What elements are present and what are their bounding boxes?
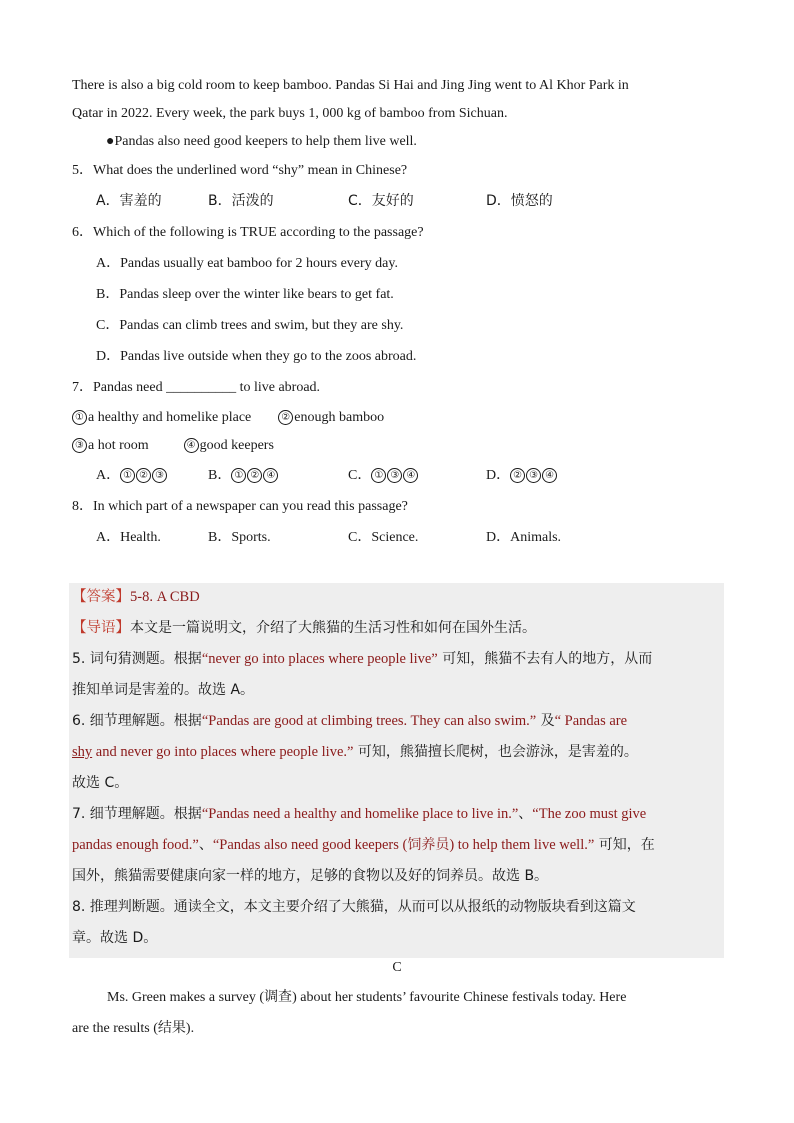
q8-option-b[interactable]: B．Sports.	[208, 530, 271, 545]
question-7-stem: 7．Pandas need __________ to live abroad.	[72, 380, 321, 395]
q8-option-a[interactable]: A．Health.	[96, 530, 161, 545]
q5-option-a[interactable]: A．害羞的	[96, 193, 162, 209]
guide-line	[72, 618, 536, 638]
passage-line-1: There is also a big cold room to keep bamboo. Pandas Si Hai and Jing Jing went to Al Khor Park in	[72, 78, 629, 93]
passage-line-2: Qatar in 2022. Every week, the park buys 1, 000 kg of bamboo from Sichuan.	[72, 106, 508, 121]
explain-8-line-1: 8. 推理判断题。通读全文，本文主要介绍了大熊猫，从而可以从报纸的动物版块看到这篇文	[72, 899, 636, 915]
explain-7-line-3: 国外，熊猫需要健康向家一样的地方，足够的食物以及好的饲养员。故选 B。	[72, 868, 549, 884]
circled-number: ④	[184, 438, 199, 453]
answer-value: 5-8. A CBD	[130, 589, 200, 605]
q5-option-c[interactable]: C．友好的	[348, 193, 414, 209]
section-c-line-1: Ms. Green makes a survey (调查) about her students’ favourite Chinese festivals today. Here	[107, 989, 627, 1005]
q7-option-a[interactable]: A． ① ② ③	[96, 466, 168, 486]
q6-option-b[interactable]: B．Pandas sleep over the winter like bears to get fat.	[96, 287, 394, 302]
explain-6-line-2: shy and never go into places where people live.” 可知，熊猫擅长爬树，也会游泳，是害羞的。	[72, 744, 638, 760]
explain-5-line-1: 5. 词句猜测题。根据“never go into places where people live” 可知，熊猫不去有人的地方，从而	[72, 651, 653, 667]
explain-6-line-1: 6. 细节理解题。根据“Pandas are good at climbing trees. They can also swim.” 及“ Pandas are	[72, 713, 628, 729]
q7-option-b[interactable]: B． ① ② ④	[208, 466, 279, 486]
q7-items-row-1	[72, 408, 384, 428]
passage-line-3: ●Pandas also need good keepers to help them live well.	[106, 134, 417, 149]
circled-number: ②	[278, 410, 293, 425]
explain-7-line-1: 7. 细节理解题。根据“Pandas need a healthy and homelike place to live in.”、“The zoo must give	[72, 806, 647, 822]
question-8-stem: 8．In which part of a newspaper can you read this passage?	[72, 499, 408, 514]
guide-text: 本文是一篇说明文，介绍了大熊猫的生活习性和如何在国外生活。	[130, 620, 536, 636]
q7-option-d[interactable]: D． ② ③ ④	[486, 466, 558, 486]
q8-option-c[interactable]: C．Science.	[348, 530, 419, 545]
q7-item-3: a hot room	[88, 438, 149, 453]
explain-7-line-2: pandas enough food.”、“Pandas also need good keepers (饲养员) to help them live well.” 可知，在	[72, 837, 655, 853]
question-6-stem: 6．Which of the following is TRUE according to the passage?	[72, 225, 424, 240]
explain-6-line-3: 故选 C。	[72, 775, 129, 791]
section-heading: C	[392, 960, 402, 975]
q6-option-d[interactable]: D．Pandas live outside when they go to the zoos abroad.	[96, 349, 417, 364]
answer-line	[72, 587, 200, 607]
explain-8-line-2: 章。故选 D。	[72, 930, 158, 946]
q7-option-c[interactable]: C． ① ③ ④	[348, 466, 419, 486]
q7-items-row-2	[72, 436, 274, 456]
q7-item-2: enough bamboo	[294, 410, 385, 425]
underlined-word-shy: shy	[72, 744, 93, 760]
question-5-stem: 5．What does the underlined word “shy” mean in Chinese?	[72, 163, 408, 178]
q6-option-a[interactable]: A．Pandas usually eat bamboo for 2 hours every day.	[96, 256, 398, 271]
circled-number: ③	[72, 438, 87, 453]
q6-option-c[interactable]: C．Pandas can climb trees and swim, but they are shy.	[96, 318, 404, 333]
explain-5-line-2: 推知单词是害羞的。故选 A。	[72, 682, 255, 698]
q8-option-d[interactable]: D．Animals.	[486, 530, 562, 545]
section-c-line-2: are the results (结果).	[72, 1020, 195, 1036]
circled-number: ①	[72, 410, 87, 425]
q7-item-1: a healthy and homelike place	[88, 410, 252, 425]
answer-label: 【答案】	[72, 589, 130, 605]
q5-option-b[interactable]: B．活泼的	[208, 193, 274, 209]
guide-label: 【导语】	[72, 620, 130, 636]
q7-item-4: good keepers	[199, 438, 274, 453]
q5-option-d[interactable]: D．愤怒的	[486, 193, 553, 209]
